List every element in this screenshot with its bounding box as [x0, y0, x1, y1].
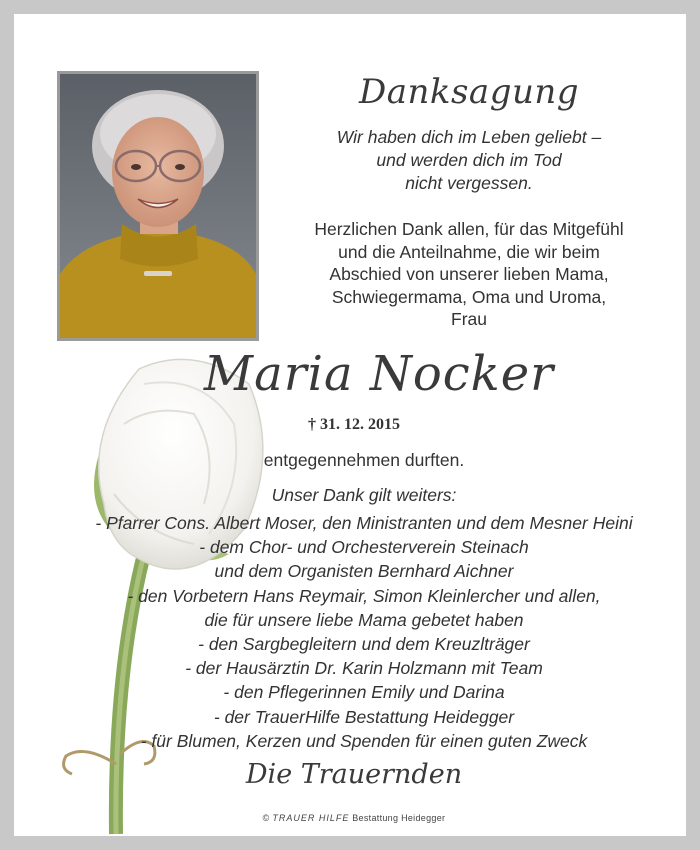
signature: Die Trauernden — [245, 759, 463, 790]
thanks-paragraph — [284, 218, 654, 331]
list-item: - der TrauerHilfe Bestattung Heidegger — [213, 706, 515, 727]
list-item: - dem Chor- und Orchesterverein Steinach — [199, 537, 529, 558]
list-item: - für Blumen, Kerzen und Spenden für einen guten Zweck — [140, 730, 588, 751]
received-text: entgegennehmen durften. — [263, 450, 465, 470]
credit-line — [214, 813, 494, 823]
thanks-line: und die Anteilnahme, die wir beim — [338, 241, 600, 262]
poem-line: nicht vergessen. — [405, 173, 533, 193]
list-item: und dem Organisten Bernhard Aichner — [214, 561, 514, 582]
obituary-card — [14, 14, 686, 836]
list-item: - den Sargbegleitern und dem Kreuzlträger — [198, 634, 530, 655]
list-item: - der Hausärztin Dr. Karin Holzmann mit Team — [185, 658, 543, 679]
heading-danksagung: Danksagung — [358, 72, 580, 112]
brand-logo-text: TRAUER HILFE — [272, 813, 350, 823]
death-date: † 31. 12. 2015 — [308, 416, 400, 433]
portrait-photo — [57, 71, 259, 341]
poem — [284, 126, 654, 195]
further-thanks-heading: Unser Dank gilt weiters: — [271, 485, 457, 505]
poem-line: und werden dich im Tod — [376, 150, 562, 170]
copyright-symbol: © — [262, 813, 270, 823]
thanks-line: Schwiegermama, Oma und Uroma, — [331, 286, 607, 307]
thanks-line: Abschied von unserer lieben Mama, — [329, 264, 609, 284]
thanks-line: Frau — [451, 309, 487, 329]
company-name: Bestattung Heidegger — [352, 813, 446, 823]
list-item: - den Pflegerinnen Emily und Darina — [223, 682, 505, 703]
list-item: - Pfarrer Cons. Albert Moser, den Ministranten und dem Mesner Heini — [95, 513, 633, 533]
list-item: - den Vorbetern Hans Reymair, Simon Kleinlercher und allen, — [127, 585, 601, 606]
poem-line: Wir haben dich im Leben geliebt – — [336, 127, 602, 147]
thanks-list — [54, 511, 674, 753]
portrait-image — [60, 74, 256, 338]
thanks-line: Herzlichen Dank allen, für das Mitgefühl — [314, 219, 624, 239]
deceased-name: Maria Nocker — [203, 346, 555, 402]
list-item: die für unsere liebe Mama gebetet haben — [204, 609, 524, 630]
